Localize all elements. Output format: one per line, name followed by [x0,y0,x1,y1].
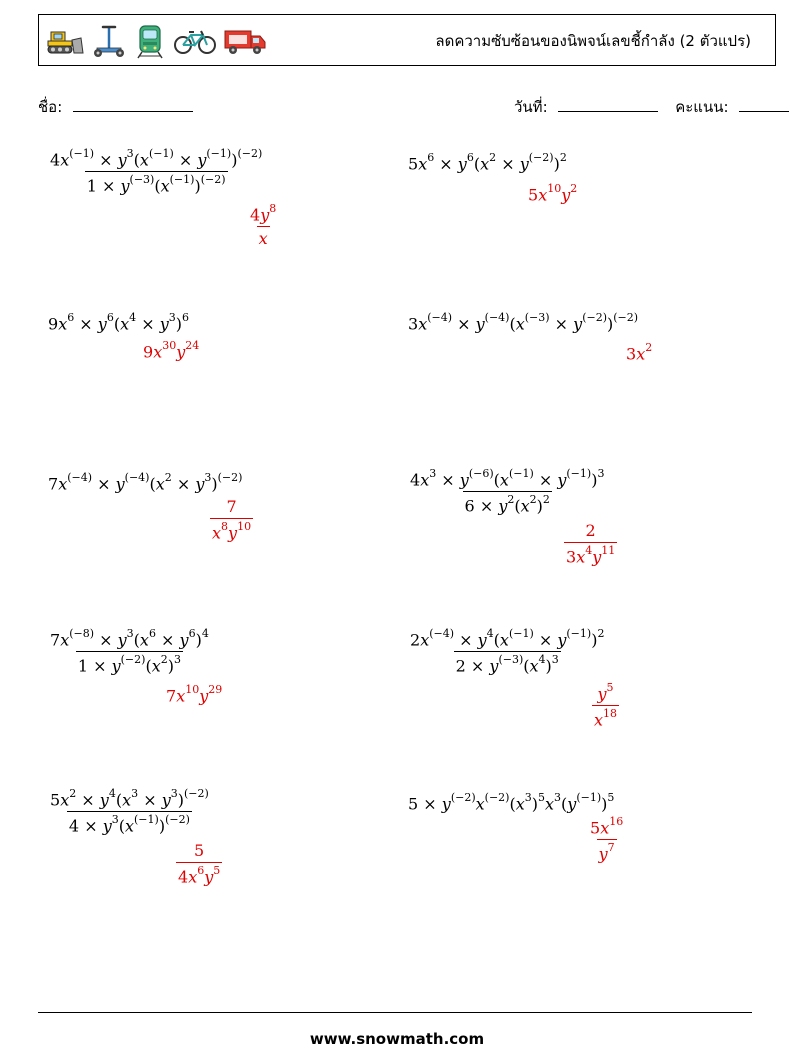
name-label: ชื่อ: [38,98,63,116]
answer-4: $3x^2$ [626,341,653,364]
header-icons [45,23,267,59]
answer-9: $\frac{5}{4x^6y^5}$ [178,841,221,887]
name-blank[interactable] [73,97,193,112]
problem-6: $\frac{4x^3 \times y^{(-6)}(x^{(-1)} \times y^{(-1)})^3}{6 \times y^2(x^2)^2}$ [410,467,605,516]
answer-7: $7x^{10}y^{29}$ [166,683,223,706]
problem-4: $3x^{(-4)} \times y^{(-4)}(x^{(-3)} \times y^{(-2)})^{(-2)}$ [408,311,639,334]
truck-icon [223,26,267,56]
answer-10: $\frac{5x^{16}}{y^7}$ [590,815,624,864]
problem-1: $\frac{4x^{(-1)} \times y^3(x^{(-1)} \times y^{(-1)})^{(-2)}}{1 \times y^{(-3)}(x^{(-1)})^{(-2)}}$ [50,147,263,196]
problem-3: $9x^6 \times y^6(x^4 \times y^3)^6$ [48,311,189,334]
score-label: คะแนน: [675,98,729,116]
date-label: วันที่: [514,98,548,116]
date-blank[interactable] [558,97,658,112]
footer-url[interactable]: www.snowmath.com [309,1030,485,1048]
footer-divider [38,1012,752,1013]
answer-6: $\frac{2}{3x^4y^{11}}$ [566,521,616,567]
answer-8: $\frac{y^5}{x^{18}}$ [594,681,618,730]
bicycle-icon [173,26,217,56]
name-field [38,95,193,119]
problem-2: $5x^6 \times y^6(x^2 \times y^{(-2)})^2$ [408,151,567,174]
problem-5: $7x^{(-4)} \times y^{(-4)}(x^2 \times y^3)^{(-2)}$ [48,471,243,494]
answer-5: $\frac{7}{x^8y^{10}}$ [212,497,252,543]
problem-9: $\frac{5x^2 \times y^4(x^3 \times y^3)^{(-2)}}{4 \times y^3(x^{(-1)})^{(-2)}}$ [50,787,209,836]
score-blank[interactable] [739,97,789,112]
worksheet-title: ลดความซับซ้อนของนิพจน์เลขชี้กำลัง (2 ตัวแปร) [435,32,751,50]
answer-3: $9x^{30}y^{24}$ [143,339,200,362]
problem-7: $\frac{7x^{(-8)} \times y^3(x^6 \times y^6)^4}{1 \times y^{(-2)}(x^2)^3}$ [50,627,209,676]
scooter-icon [91,23,127,59]
date-score-field [514,95,789,119]
answer-1: $\frac{4y^8}{x}$ [250,202,277,249]
problem-10: $5 \times y^{(-2)}x^{(-2)}(x^3)^5x^3(y^{(-1)})^5$ [408,791,615,814]
answer-2: $5x^{10}y^2$ [528,182,578,205]
tram-icon [133,23,167,59]
worksheet-header [38,14,776,66]
problem-8: $\frac{2x^{(-4)} \times y^4(x^{(-1)} \times y^{(-1)})^2}{2 \times y^{(-3)}(x^4)^3}$ [410,627,605,676]
bulldozer-icon [45,26,85,56]
